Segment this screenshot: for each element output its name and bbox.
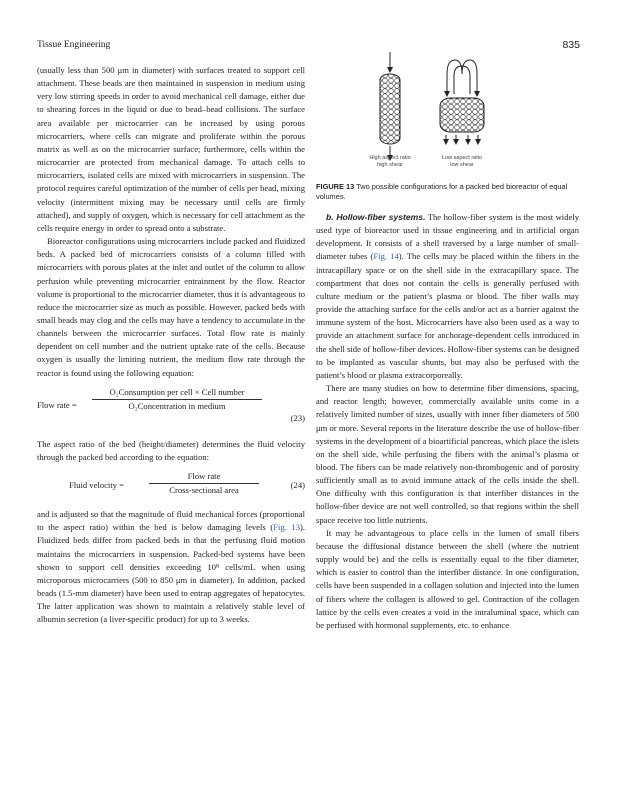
paragraph: [37, 508, 305, 626]
equation-24: [37, 470, 305, 502]
page-number: 835: [562, 39, 580, 51]
paragraph-text: and is adjusted so that the magnitude of fluid mechanical forces (proportional to the aspect ratio) within the bed is below damaging levels (: [37, 509, 305, 533]
section-title: b. Hollow-fiber systems.: [326, 212, 426, 222]
equation-fraction: [149, 470, 259, 497]
paragraph-text: The hollow-fiber system is the most widely used type of bioreactor used in tissue engineering and in artificial organ development. It consists of a shell traversed by a large number of small-diameter tubes (: [316, 212, 579, 262]
figure-13-link[interactable]: Fig. 13: [273, 522, 300, 533]
equation-denominator: Cross-sectional area: [169, 485, 239, 496]
equation-number: (23): [290, 412, 305, 423]
paragraph: The aspect ratio of the bed (height/diameter) determines the fluid velocity through the packed bed according to the equation:: [37, 438, 305, 462]
equation-23: [37, 386, 305, 432]
running-title: Tissue Engineering: [37, 40, 111, 50]
equation-numerator: O₂Consumption per cell × Cell number: [92, 386, 262, 400]
equation-number: (24): [290, 480, 305, 491]
equation-fraction: [92, 386, 262, 413]
paragraph-text: ). Fluidized beds differ from packed beds in that the perfusing fluid motion maintains the microcarriers in suspension. Packed-bed systems have been shown to support cell densities exceeding 10⁸ cells/mL when using microporous microcarriers (500 to 850 μm in diameter). In addition, packed beads (1.5-mm diameter) have been used to entrap aggregates of hepatocytes. The latter application was shown to maintain a relatively stable level of albumin secretion (a liver-specific product) for up to 3 weeks.: [37, 522, 306, 625]
paragraph: (usually less than 500 μm in diameter) with surfaces treated to support cell attachment. These beads are then maintained in suspension in medium using very low stirring speeds in order to avoid mechanical cell damage, either due to shearing forces in the liquid or due to bead–bead collisions. The surface area available per microcarrier can be increased by using porous microcarriers, where cells can migrate and proliferate within the porous matrix as well as on the microcarrier surface; furthermore, cells within the microcarrier are protected from mechanical damage. To attach cells to microcarriers, isolated cells are mixed with microcarriers in suspension. The protocol requires careful optimization of the number of cells per bead, mixing velocity (intermittent mixing may be necessary until cells are firmly attached), and supply of oxygen, which is necessary for cell attachment as the cells require energy in order to spread onto a substrate.: [37, 65, 305, 233]
right-column: [316, 211, 579, 632]
high-aspect-column: [380, 52, 400, 158]
paragraph: There are many studies on how to determine fiber dimensions, spacing, and reactor length; however, commercially available units come in a relatively limited number of sizes, usually with inner fiber diameters of 500 μm or more. Several reports in the literature describe the use of hollow-fiber systems in the development of a bioartificial pancreas, which place the islets on the shell side, while perfusing the fibers with the animal’s plasma or blood. The fibers can be made relatively non-thrombogenic and of porosity sufficiently small as to avoid immune attack of the cells inside the shell. One difficulty with this configuration is that interfiber distances in the hollow-fiber device are not well controlled, so that regions within the shell space receive too little nutrients.: [316, 383, 579, 525]
paragraph: It may be advantageous to place cells in the lumen of small fibers because the diffusional distance between the shell (where the nutrient supply would be) and the cells is essentially equal to the fiber diameter, which is easier to control than the interfiber distance. In one configuration, cells have been suspended in a collagen solution and injected into the lumen of fibers where the collagen is allowed to gel. Contraction of the collagen lattice by the cells even creates a void in the intraluminal space, which can be perfused with hormonal supplements, etc. to enhance: [316, 527, 579, 630]
paragraph-text: ). The cells may be placed within the fibers in the intracapillary space or on the shell side in the extracapillary space. The compartment that does not contain the cells is generally perfused with culture medium or the patient’s plasma or blood. The fiber walls may provide the attaching surface for the cells and/or act as a barrier against the immune system of the host. Microcarriers have also been used as a way to provide an attachment surface for anchorage-dependent cells introduced in the shell side of hollow-fiber devices. Hollow-fiber systems can be designed to be implanted as vascular shunts, but may also be perfused with the patient’s blood or plasma extracorporeally.: [316, 251, 579, 380]
equation-lhs: Fluid velocity =: [69, 480, 124, 491]
figure-caption-label: FIGURE 13: [316, 182, 355, 191]
left-column: [37, 64, 305, 626]
figure-caption: [316, 182, 579, 201]
equation-lhs: Flow rate =: [37, 399, 77, 410]
paragraph: Bioreactor configurations using microcarriers include packed and fluidized beds. A packed bed of microcarriers consists of a column filled with microcarriers with porous plates at the inlet and outlet of the column to allow perfusion while preventing microcarrier entrainment by the flow. Reactor volume is proportional to the microcarrier diameter, thus it is advantageous to reduce the microcarrier size as much as possible. However, packed beds with small beads may clog and the cells may have a tendency to accumulate in the channels between the microcarrier surfaces. Total flow rate is mainly dependent on cell number and the nutrient uptake rate of the cells. Because oxygen is usually the limiting nutrient, the medium flow rate through the reactor is found using the following equation:: [37, 236, 305, 378]
paragraph: [316, 211, 579, 382]
equation-numerator: Flow rate: [149, 470, 259, 484]
equation-denominator: O₂Concentration in medium: [128, 400, 226, 411]
figure-14-link[interactable]: Fig. 14: [373, 251, 399, 262]
figure-13: [322, 52, 582, 187]
label-high-aspect: High aspect ratio high shear: [369, 155, 411, 168]
figure-caption-text: Two possible configurations for a packed bed bioreactor of equal volumes.: [316, 182, 568, 201]
low-aspect-column: [440, 60, 484, 142]
label-low-aspect: Low aspect ratio low shear: [441, 155, 483, 168]
